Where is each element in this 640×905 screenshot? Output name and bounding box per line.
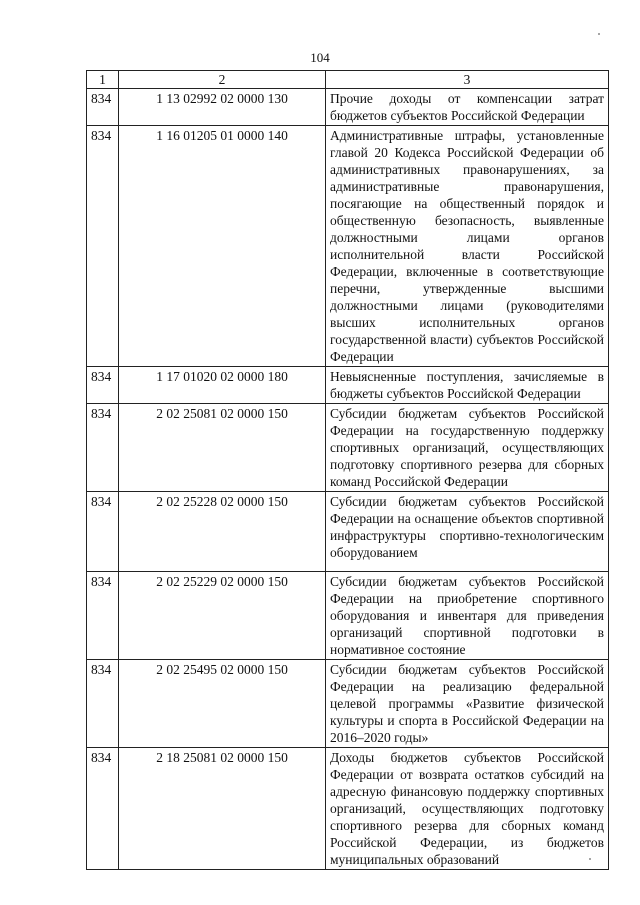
admin-code-cell: 834 bbox=[87, 367, 119, 404]
table-row bbox=[87, 748, 609, 870]
admin-code-cell: 834 bbox=[87, 572, 119, 660]
header-col-3: 3 bbox=[326, 71, 609, 89]
description-cell: Субсидии бюджетам субъектов Российской Федерации на государственную поддержку спортивных организаций, осуществляющих подготовку спортивного резерва для сборных команд Российской Федерации bbox=[326, 404, 609, 492]
description-cell: Невыясненные поступления, зачисляемые в бюджеты субъектов Российской Федерации bbox=[326, 367, 609, 404]
table-row bbox=[87, 126, 609, 367]
description-cell: Субсидии бюджетам субъектов Российской Федерации на реализацию федеральной целевой программы «Развитие физической культуры и спорта в Российской Федерации на 2016–2020 годы» bbox=[326, 660, 609, 748]
budget-code-cell: 2 02 25495 02 0000 150 bbox=[119, 660, 326, 748]
scan-speck bbox=[589, 858, 591, 860]
budget-code-cell: 2 02 25229 02 0000 150 bbox=[119, 572, 326, 660]
table-row bbox=[87, 404, 609, 492]
scan-speck bbox=[598, 33, 600, 35]
table-row bbox=[87, 89, 609, 126]
admin-code-cell: 834 bbox=[87, 492, 119, 572]
budget-code-cell: 1 13 02992 02 0000 130 bbox=[119, 89, 326, 126]
description-cell: Административные штрафы, установленные главой 20 Кодекса Российской Федерации об административных правонарушениях, за административные правонарушения, посягающие на общественный порядок и общественную безопасность, выявленные должностными лицами органов исполнительной власти Российской Федерации, включенные в соответствующие перечни, утвержденные высшими должностными лицами (руководителями высших исполнительных органов государственной власти) субъектов Российской Федерации bbox=[326, 126, 609, 367]
page-number: 104 bbox=[310, 50, 330, 65]
header-col-2: 2 bbox=[119, 71, 326, 89]
header-row bbox=[87, 71, 609, 89]
budget-code-cell: 2 02 25228 02 0000 150 bbox=[119, 492, 326, 572]
table-row bbox=[87, 492, 609, 572]
admin-code-cell: 834 bbox=[87, 404, 119, 492]
description-cell: Доходы бюджетов субъектов Российской Федерации от возврата остатков субсидий на адресную финансовую поддержку спортивных организаций, осуществляющих подготовку спортивного резерва для сборных команд Российской Федерации, из бюджетов муниципальных образований bbox=[326, 748, 609, 870]
budget-code-cell: 1 16 01205 01 0000 140 bbox=[119, 126, 326, 367]
admin-code-cell: 834 bbox=[87, 89, 119, 126]
table-row bbox=[87, 660, 609, 748]
description-cell: Субсидии бюджетам субъектов Российской Федерации на оснащение объектов спортивной инфраструктуры спортивно-технологическим оборудованием bbox=[326, 492, 609, 572]
budget-code-cell: 2 18 25081 02 0000 150 bbox=[119, 748, 326, 870]
table-row bbox=[87, 367, 609, 404]
admin-code-cell: 834 bbox=[87, 748, 119, 870]
admin-code-cell: 834 bbox=[87, 126, 119, 367]
description-cell: Субсидии бюджетам субъектов Российской Федерации на приобретение спортивного оборудования и инвентаря для приведения организаций спортивной подготовки в нормативное состояние bbox=[326, 572, 609, 660]
description-cell: Прочие доходы от компенсации затрат бюджетов субъектов Российской Федерации bbox=[326, 89, 609, 126]
revenue-codes-table bbox=[86, 70, 609, 870]
header-col-1: 1 bbox=[87, 71, 119, 89]
table-row bbox=[87, 572, 609, 660]
budget-code-cell: 1 17 01020 02 0000 180 bbox=[119, 367, 326, 404]
admin-code-cell: 834 bbox=[87, 660, 119, 748]
budget-code-cell: 2 02 25081 02 0000 150 bbox=[119, 404, 326, 492]
